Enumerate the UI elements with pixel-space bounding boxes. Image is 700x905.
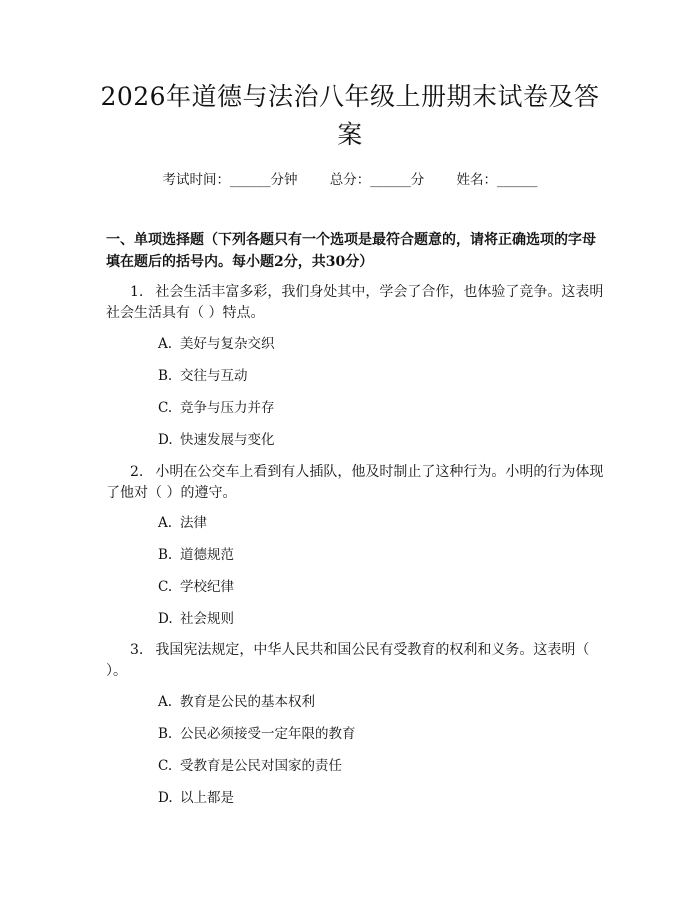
question-number: 2. — [130, 464, 144, 480]
option-text: 道德规范 — [180, 547, 234, 563]
option-text: 受教育是公民对国家的责任 — [180, 758, 342, 774]
total-score-label: 总分：______分 — [329, 172, 425, 188]
option-2a — [158, 513, 207, 533]
option-1b — [158, 366, 248, 386]
option-letter: C. — [158, 579, 173, 595]
exam-meta — [0, 168, 700, 188]
option-text: 竞争与压力并存 — [180, 400, 275, 416]
option-letter: B. — [158, 726, 173, 742]
question-text: 社会生活丰富多彩，我们身处其中，学会了合作，也体验了竞争。这表明社会生活具有（ ）特点。 — [106, 284, 604, 321]
option-3c — [158, 756, 342, 776]
section-heading: 一、单项选择题（下列各题只有一个选项是最符合题意的，请将正确选项的字母填在题后的括号内。每小题2分，共30分） — [106, 232, 596, 270]
option-3b — [158, 724, 356, 744]
student-name-label: 姓名：______ — [456, 172, 538, 188]
option-text: 快速发展与变化 — [180, 432, 275, 448]
option-letter: A. — [158, 515, 173, 531]
option-text: 教育是公民的基本权利 — [180, 694, 315, 710]
option-letter: B. — [158, 547, 173, 563]
option-text: 以上都是 — [180, 790, 234, 806]
option-letter: D. — [158, 432, 173, 448]
question-3 — [106, 640, 606, 682]
option-2b — [158, 545, 234, 565]
question-text: 小明在公交车上看到有人插队，他及时制止了这种行为。小明的行为体现了他对（ ）的遵守。 — [106, 464, 604, 501]
option-2c — [158, 577, 234, 597]
page-title: 2026年道德与法治八年级上册期末试卷及答案 — [100, 82, 600, 149]
option-letter: C. — [158, 758, 173, 774]
option-3a — [158, 692, 315, 712]
option-text: 公民必须接受一定年限的教育 — [180, 726, 356, 742]
option-letter: A. — [158, 694, 173, 710]
option-1c — [158, 398, 275, 418]
option-text: 美好与复杂交织 — [180, 336, 275, 352]
question-number: 1. — [130, 284, 144, 300]
option-text: 社会规则 — [180, 611, 234, 627]
option-1a — [158, 334, 275, 354]
option-2d — [158, 609, 234, 629]
option-letter: D. — [158, 790, 173, 806]
option-letter: D. — [158, 611, 173, 627]
option-letter: B. — [158, 368, 173, 384]
option-letter: C. — [158, 400, 173, 416]
option-text: 学校纪律 — [180, 579, 234, 595]
option-1d — [158, 430, 275, 450]
exam-time-label: 考试时间：______分钟 — [162, 172, 298, 188]
question-1 — [106, 282, 606, 324]
option-text: 法律 — [180, 515, 207, 531]
question-2 — [106, 462, 606, 504]
option-letter: A. — [158, 336, 173, 352]
question-number: 3. — [130, 642, 144, 658]
option-3d — [158, 788, 234, 808]
question-text: 我国宪法规定，中华人民共和国公民有受教育的权利和义务。这表明（ ）。 — [106, 642, 590, 679]
option-text: 交往与互动 — [180, 368, 248, 384]
